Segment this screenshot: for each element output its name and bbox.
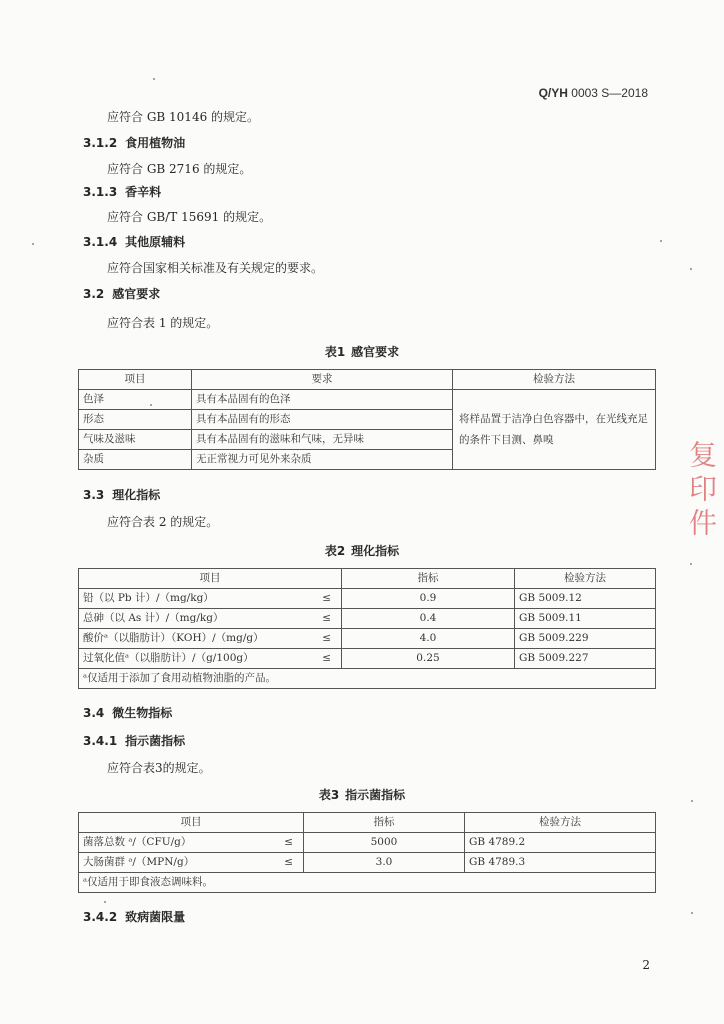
s32-text: 应符合表 1 的规定。 [107, 316, 219, 330]
item-text: 酸价ᵃ（以脂肪计）（KOH）/（mg/g） [83, 632, 264, 644]
standard-code [539, 86, 648, 100]
table-row [79, 629, 656, 649]
s341-text: 应符合表3的规定。 [107, 761, 211, 775]
table-cell-method: 将样品置于洁净白色容器中，在光线充足的条件下目测、鼻嗅 [453, 390, 656, 470]
table2-footnote: ᵃ仅适用于添加了食用动植物油脂的产品。 [79, 669, 656, 689]
table3-caption: 表3 指示菌指标 [318, 788, 406, 802]
table-cell-requirement: 具有本品固有的形态 [192, 410, 453, 430]
section-heading-3-4: 3.4 微生物指标 [83, 706, 173, 720]
scan-speck [691, 800, 693, 802]
table-footnote-row [79, 669, 656, 689]
standard-prefix: Q/YH [538, 86, 568, 100]
section-heading-3-1-3: 3.1.3 香辛料 [83, 185, 162, 199]
item-text: 菌落总数 ᵃ/（CFU/g） [83, 836, 192, 848]
section-heading-3-3: 3.3 理化指标 [83, 488, 161, 502]
table-footnote-row [79, 873, 656, 893]
table-cell-method: GB 5009.227 [515, 649, 656, 669]
table1 [78, 369, 656, 470]
table-cell-value: 3.0 [304, 853, 465, 873]
s314-text: 应符合国家相关标准及有关规定的要求。 [107, 261, 324, 275]
section-heading-3-1-2: 3.1.2 食用植物油 [83, 136, 186, 150]
table2 [78, 568, 656, 689]
limit-symbol: ≤ [322, 612, 331, 624]
standard-number: 0003 S—2018 [571, 86, 648, 100]
limit-symbol: ≤ [322, 632, 331, 644]
table-cell-value: 0.9 [342, 589, 515, 609]
table-header-row [79, 370, 656, 390]
s313-text: 应符合 GB/T 15691 的规定。 [107, 210, 272, 224]
table-header-cell: 项目 [79, 370, 192, 390]
table-cell-item [79, 833, 304, 853]
table-cell-requirement: 无正常视力可见外来杂质 [192, 450, 453, 470]
table-cell-requirement: 具有本品固有的滋味和气味，无异味 [192, 430, 453, 450]
table-header-cell: 指标 [342, 569, 515, 589]
table-cell-item: 气味及滋味 [79, 430, 192, 450]
table-cell-value: 0.25 [342, 649, 515, 669]
table-header-cell: 检验方法 [515, 569, 656, 589]
table-cell-method: GB 5009.229 [515, 629, 656, 649]
section-heading-3-1-4: 3.1.4 其他原辅料 [83, 235, 186, 249]
page-number: 2 [642, 958, 650, 972]
table-cell-method: GB 5009.11 [515, 609, 656, 629]
table-row [79, 853, 656, 873]
item-text: 铅（以 Pb 计）/（mg/kg） [83, 592, 214, 604]
table-cell-method: GB 4789.3 [465, 853, 656, 873]
table-cell-item [79, 649, 342, 669]
scan-speck [690, 563, 692, 565]
table-cell-value: 4.0 [342, 629, 515, 649]
table-row [79, 390, 656, 410]
table-row [79, 833, 656, 853]
s311-text: 应符合 GB 10146 的规定。 [107, 110, 260, 124]
table-header-cell: 检验方法 [453, 370, 656, 390]
table-cell-value: 0.4 [342, 609, 515, 629]
table-cell-item: 色泽 [79, 390, 192, 410]
item-text: 总砷（以 As 计）/（mg/kg） [83, 612, 224, 624]
table1-caption: 表1 感官要求 [324, 345, 400, 359]
section-heading-3-4-1: 3.4.1 指示菌指标 [83, 734, 186, 748]
table-header-cell: 项目 [79, 569, 342, 589]
table-cell-item [79, 853, 304, 873]
table-cell-item [79, 609, 342, 629]
section-heading-3-4-2: 3.4.2 致病菌限量 [83, 910, 186, 924]
table-cell-item: 形态 [79, 410, 192, 430]
table-cell-method: GB 4789.2 [465, 833, 656, 853]
limit-symbol: ≤ [322, 592, 331, 604]
item-text: 过氧化值ᵃ（以脂肪计）/（g/100g） [83, 652, 254, 664]
scan-speck [690, 268, 692, 270]
table-header-cell: 指标 [304, 813, 465, 833]
item-text: 大肠菌群 ᵃ/（MPN/g） [83, 856, 195, 868]
table-row [79, 649, 656, 669]
s33-text: 应符合表 2 的规定。 [107, 515, 219, 529]
table-header-row [79, 813, 656, 833]
table-cell-requirement: 具有本品固有的色泽 [192, 390, 453, 410]
section-heading-3-2: 3.2 感官要求 [83, 287, 161, 301]
table-header-cell: 要求 [192, 370, 453, 390]
scan-speck [32, 243, 34, 245]
limit-symbol: ≤ [284, 836, 293, 848]
limit-symbol: ≤ [284, 856, 293, 868]
scan-speck [691, 912, 693, 914]
scan-speck [104, 901, 106, 903]
table-header-cell: 检验方法 [465, 813, 656, 833]
table-cell-item: 杂质 [79, 450, 192, 470]
table-cell-method: GB 5009.12 [515, 589, 656, 609]
table-header-cell: 项目 [79, 813, 304, 833]
table-row [79, 609, 656, 629]
limit-symbol: ≤ [322, 652, 331, 664]
table-header-row [79, 569, 656, 589]
table3-footnote: ᵃ仅适用于即食液态调味料。 [79, 873, 656, 893]
s312-text: 应符合 GB 2716 的规定。 [107, 162, 252, 176]
table-cell-value: 5000 [304, 833, 465, 853]
scan-speck [660, 240, 662, 242]
scan-speck [153, 78, 155, 80]
margin-stamp: 复印件 [685, 440, 718, 542]
table2-caption: 表2 理化指标 [324, 544, 400, 558]
table-row [79, 589, 656, 609]
table-cell-item [79, 589, 342, 609]
table-cell-item [79, 629, 342, 649]
scan-speck [150, 404, 152, 406]
table3 [78, 812, 656, 893]
